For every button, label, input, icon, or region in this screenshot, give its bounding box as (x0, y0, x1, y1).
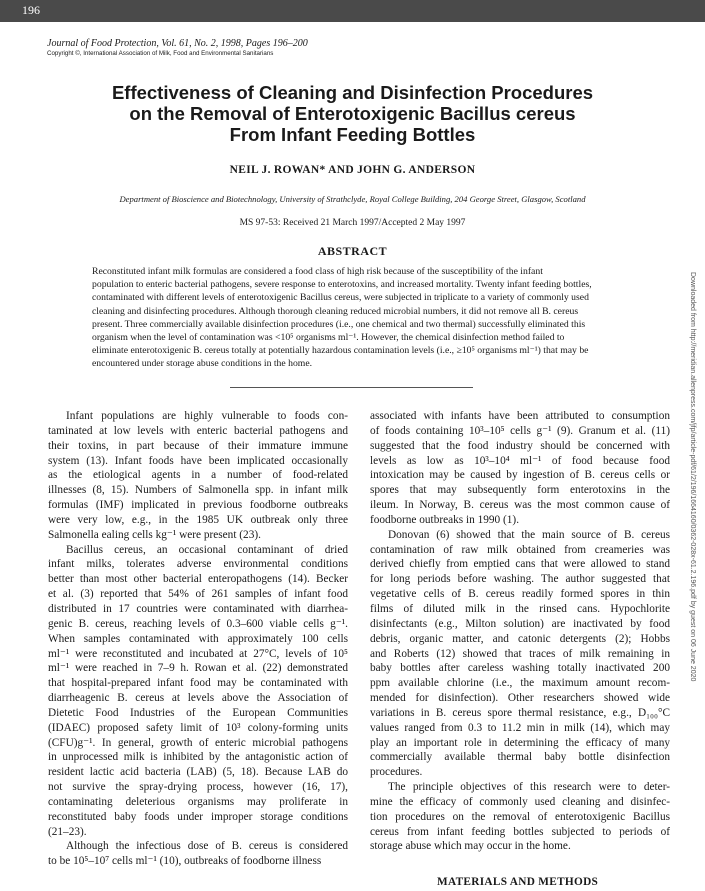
body-text-line: their toxins, in part because of their immature immune (48, 439, 348, 452)
body-text-line: Although the infectious dose of B. cereus is considered (66, 840, 348, 853)
article-title (40, 82, 665, 145)
download-side-note: Downloaded from http://meridian.allenpress.com/jfp/article-pdf/61/2/196/1664160/0362-028x-61.2.196.pdf by guest on 06 June 2020 (689, 272, 696, 682)
body-text-line: ml⁻¹ were reached in 7–9 h. Rowan et al. (22) demonstrated (48, 662, 348, 675)
copyright-line: Copyright ©, International Association of Milk, Food and Environmental Sanitarians (47, 50, 274, 57)
body-text-line: (IDAEC) proposed safety limit of 10³ colony-forming units (48, 721, 348, 734)
body-text-line: reconstituted baby foods under improper storage conditions (48, 810, 348, 823)
abstract-body (92, 265, 652, 371)
body-text-line: contaminating deleterious organisms may proliferate in (48, 795, 348, 808)
body-text-line: cereus from infant feeding bottles subjected to periods of (370, 825, 670, 838)
body-text-line: ml⁻¹ were reconstituted and incubated at 27°C, levels of 10⁵ (48, 647, 348, 660)
title-line-2: on the Removal of Enterotoxigenic Bacillus cereus (129, 103, 576, 124)
body-text-line: to be 10⁵–10⁷ cells ml⁻¹ (10), outbreaks of foodborne illness (48, 855, 322, 868)
body-text-line: (21–23). (48, 825, 87, 838)
body-text-line: not survive the spray-drying process, however (16, 17), (48, 781, 348, 794)
abstract-line: Reconstituted infant milk formulas are considered a food class of high risk because of the susceptibility of the infant (92, 266, 543, 277)
abstract-line: population to enteric bacterial pathogens, severe response to enterotoxins, and increased mortality. Twenty infant feeding bottles, (92, 279, 592, 291)
abstract-line: cleaning and disinfecting procedures. Although thorough cleaning reduced microbial numbers, it did not remove all B. cereus (92, 305, 579, 317)
journal-citation: Journal of Food Protection, Vol. 61, No. 2, 1998, Pages 196–200 (47, 38, 308, 49)
body-text-line: films of diluted milk in the rinsed cans. Hypochlorite (370, 602, 670, 615)
body-text-line: illnesses (8, 15). Numbers of Salmonella spp. in infant milk (48, 484, 348, 497)
body-text-line: as the etiological agents in a number of food-related (48, 469, 348, 482)
body-text-line: When samples contaminated with approximately 100 cells (48, 632, 348, 645)
abstract-line: eliminate enterotoxigenic B. cereus totally at potentially hazardous contamination levels (i.e., ≥10⁵ organisms ml⁻¹) that may be (92, 345, 589, 357)
body-text-line: ppm available chlorine (i.e., the maximum amount recom- (370, 677, 670, 690)
title-line-1: Effectiveness of Cleaning and Disinfection Procedures (111, 82, 594, 103)
body-text-line: storage abuse which may occur in the home. (370, 840, 571, 853)
body-text-line: disinfectants (e.g., Milton solution) are inactivated by food (370, 617, 670, 630)
left-column (48, 409, 348, 869)
next-section-heading: MATERIALS AND METHODS (437, 876, 599, 888)
body-text-line: tion procedures on the removal of enterotoxigenic Bacillus (370, 810, 670, 823)
body-text-line: mended for disinfection). Other researchers showed wide (370, 692, 670, 705)
body-text-line: in unprocessed milk is inhibited by the antagonistic action of (48, 751, 348, 764)
body-text-line: commercially available thermal baby bottle disinfection (370, 751, 670, 764)
body-text-line: (CFU)g⁻¹. In general, growth of enteric microbial pathogens (48, 736, 348, 749)
body-text-line: foodborne outbreaks in 1990 (1). (370, 513, 520, 526)
abstract-line: encountered under storage abuse conditions in the home. (92, 358, 313, 370)
page-number: 196 (22, 3, 40, 17)
body-text-line: play an important role in determining the efficacy of many (370, 736, 670, 749)
body-text-line: associated with infants have been attributed to consumption (370, 410, 670, 422)
body-text-line: derived chiefly from emptied cans that were allowed to stand (370, 558, 670, 571)
author-list: NEIL J. ROWAN* AND JOHN G. ANDERSON (229, 164, 476, 176)
top-bar (0, 0, 705, 22)
body-text-line: and Roberts (12) showed that traces of milk remaining in (370, 647, 670, 660)
body-text-line: formulas (IMF) implicated in previous foodborne outbreaks (48, 499, 348, 512)
body-text-line: taminated at low levels with enteric bacterial pathogens and (48, 424, 348, 437)
body-text-line: values ranged from 0.3 to 11.2 min in milk (14), which may (370, 721, 670, 734)
abstract-heading: ABSTRACT (317, 244, 388, 258)
body-text-line: better than most other bacterial enteropathogens (14). Becker (48, 573, 348, 586)
body-text-line: spores that may subsequently form enterotoxins in the (370, 484, 670, 497)
body-text-line: procedures. (370, 766, 423, 779)
body-text-line: mine the efficacy of commonly used cleaning and disinfec- (370, 795, 670, 808)
body-text-line: infant milks, tolerates adverse environmental conditions (48, 558, 348, 571)
section-divider (230, 387, 473, 388)
right-column (370, 409, 670, 854)
abstract-line: present. Three commercially available disinfection procedures (i.e., one chemical and two thermal) successfully eliminated this (92, 318, 586, 330)
title-line-3: From Infant Feeding Bottles (229, 124, 476, 145)
body-text-line: that hospital-prepared infant food may be contaminated with (48, 677, 348, 690)
body-text-line: vegetative cells of B. cereus readily formed spores in thin (370, 588, 670, 601)
abstract-line: contaminated with different levels of enterotoxigenic Bacillus cereus, were subjected in triplicate to a variety of commonly used (92, 292, 589, 304)
body-text-line: distributed in 17 countries were contaminated with diarrhea- (48, 602, 348, 615)
body-text-line: baby bottles after careless washing totally inactivated 200 (370, 662, 670, 675)
affiliation: Department of Bioscience and Biotechnology, University of Strathclyde, Royal College Building, 204 George Street, Glasgow, Scotland (119, 194, 586, 204)
body-text-line: of foods containing 10³–10⁵ cells g⁻¹ (9). Granum et al. (11) (370, 424, 670, 437)
body-text-line: The principle objectives of this research were to deter- (388, 781, 670, 794)
body-text-line: Infant populations are highly vulnerable to foods con- (66, 410, 348, 422)
body-text-line: et al. (3) reported that 54% of 261 samples of infant food (48, 588, 348, 601)
body-text-line: debris, organic matter, and catonic detergents (2); Hobbs (370, 632, 670, 645)
body-text-line: resident lactic acid bacteria (LAB) (5, 18). Because LAB do (48, 766, 348, 779)
body-text-line: levels as low as 10³–10⁴ ml⁻¹ of food because food (370, 454, 670, 467)
abstract-line: organism when the level of contamination was <10⁵ organisms ml⁻¹. However, the chemical disinfection method failed to (92, 332, 565, 344)
manuscript-info: MS 97-53: Received 21 March 1997/Accepted 2 May 1997 (239, 218, 466, 228)
body-text-line: contamination of raw milk obtained from creameries was (370, 543, 670, 556)
body-text-line: Donovan (6) showed that the main source of B. cereus (388, 528, 670, 541)
body-text-line: genic B. cereus, reaching levels of 0.3–600 viable cells g⁻¹. (48, 617, 348, 630)
body-text-line: were very low, e.g., in the 1985 UK outbreak only three (48, 513, 348, 526)
body-text-line: intoxication may be caused by ingestion of B. cereus cells or (370, 469, 670, 482)
body-text-line: for long periods before washing. The author suggested that (370, 573, 670, 586)
body-text-line: Salmonella ealing cells kg⁻¹ were present (23). (48, 528, 261, 541)
body-text-line: suggested that the food industry should be concerned with (370, 439, 670, 452)
body-text-line: Bacillus cereus, an occasional contaminant of dried (66, 543, 348, 556)
body-text-line: ileum. In Norway, B. cereus was the most common cause of (370, 499, 670, 512)
body-text-line: Dietetic Food Industries of the European Communities (48, 706, 348, 719)
body-text-line: variations in B. cereus spore thermal resistance, e.g., D₁₀₀°C (370, 706, 670, 719)
body-text-line: diarrheagenic B. cereus at levels above the Association of (48, 692, 348, 705)
body-text-line: system (13). Infant foods have been implicated occasionally (48, 454, 348, 467)
